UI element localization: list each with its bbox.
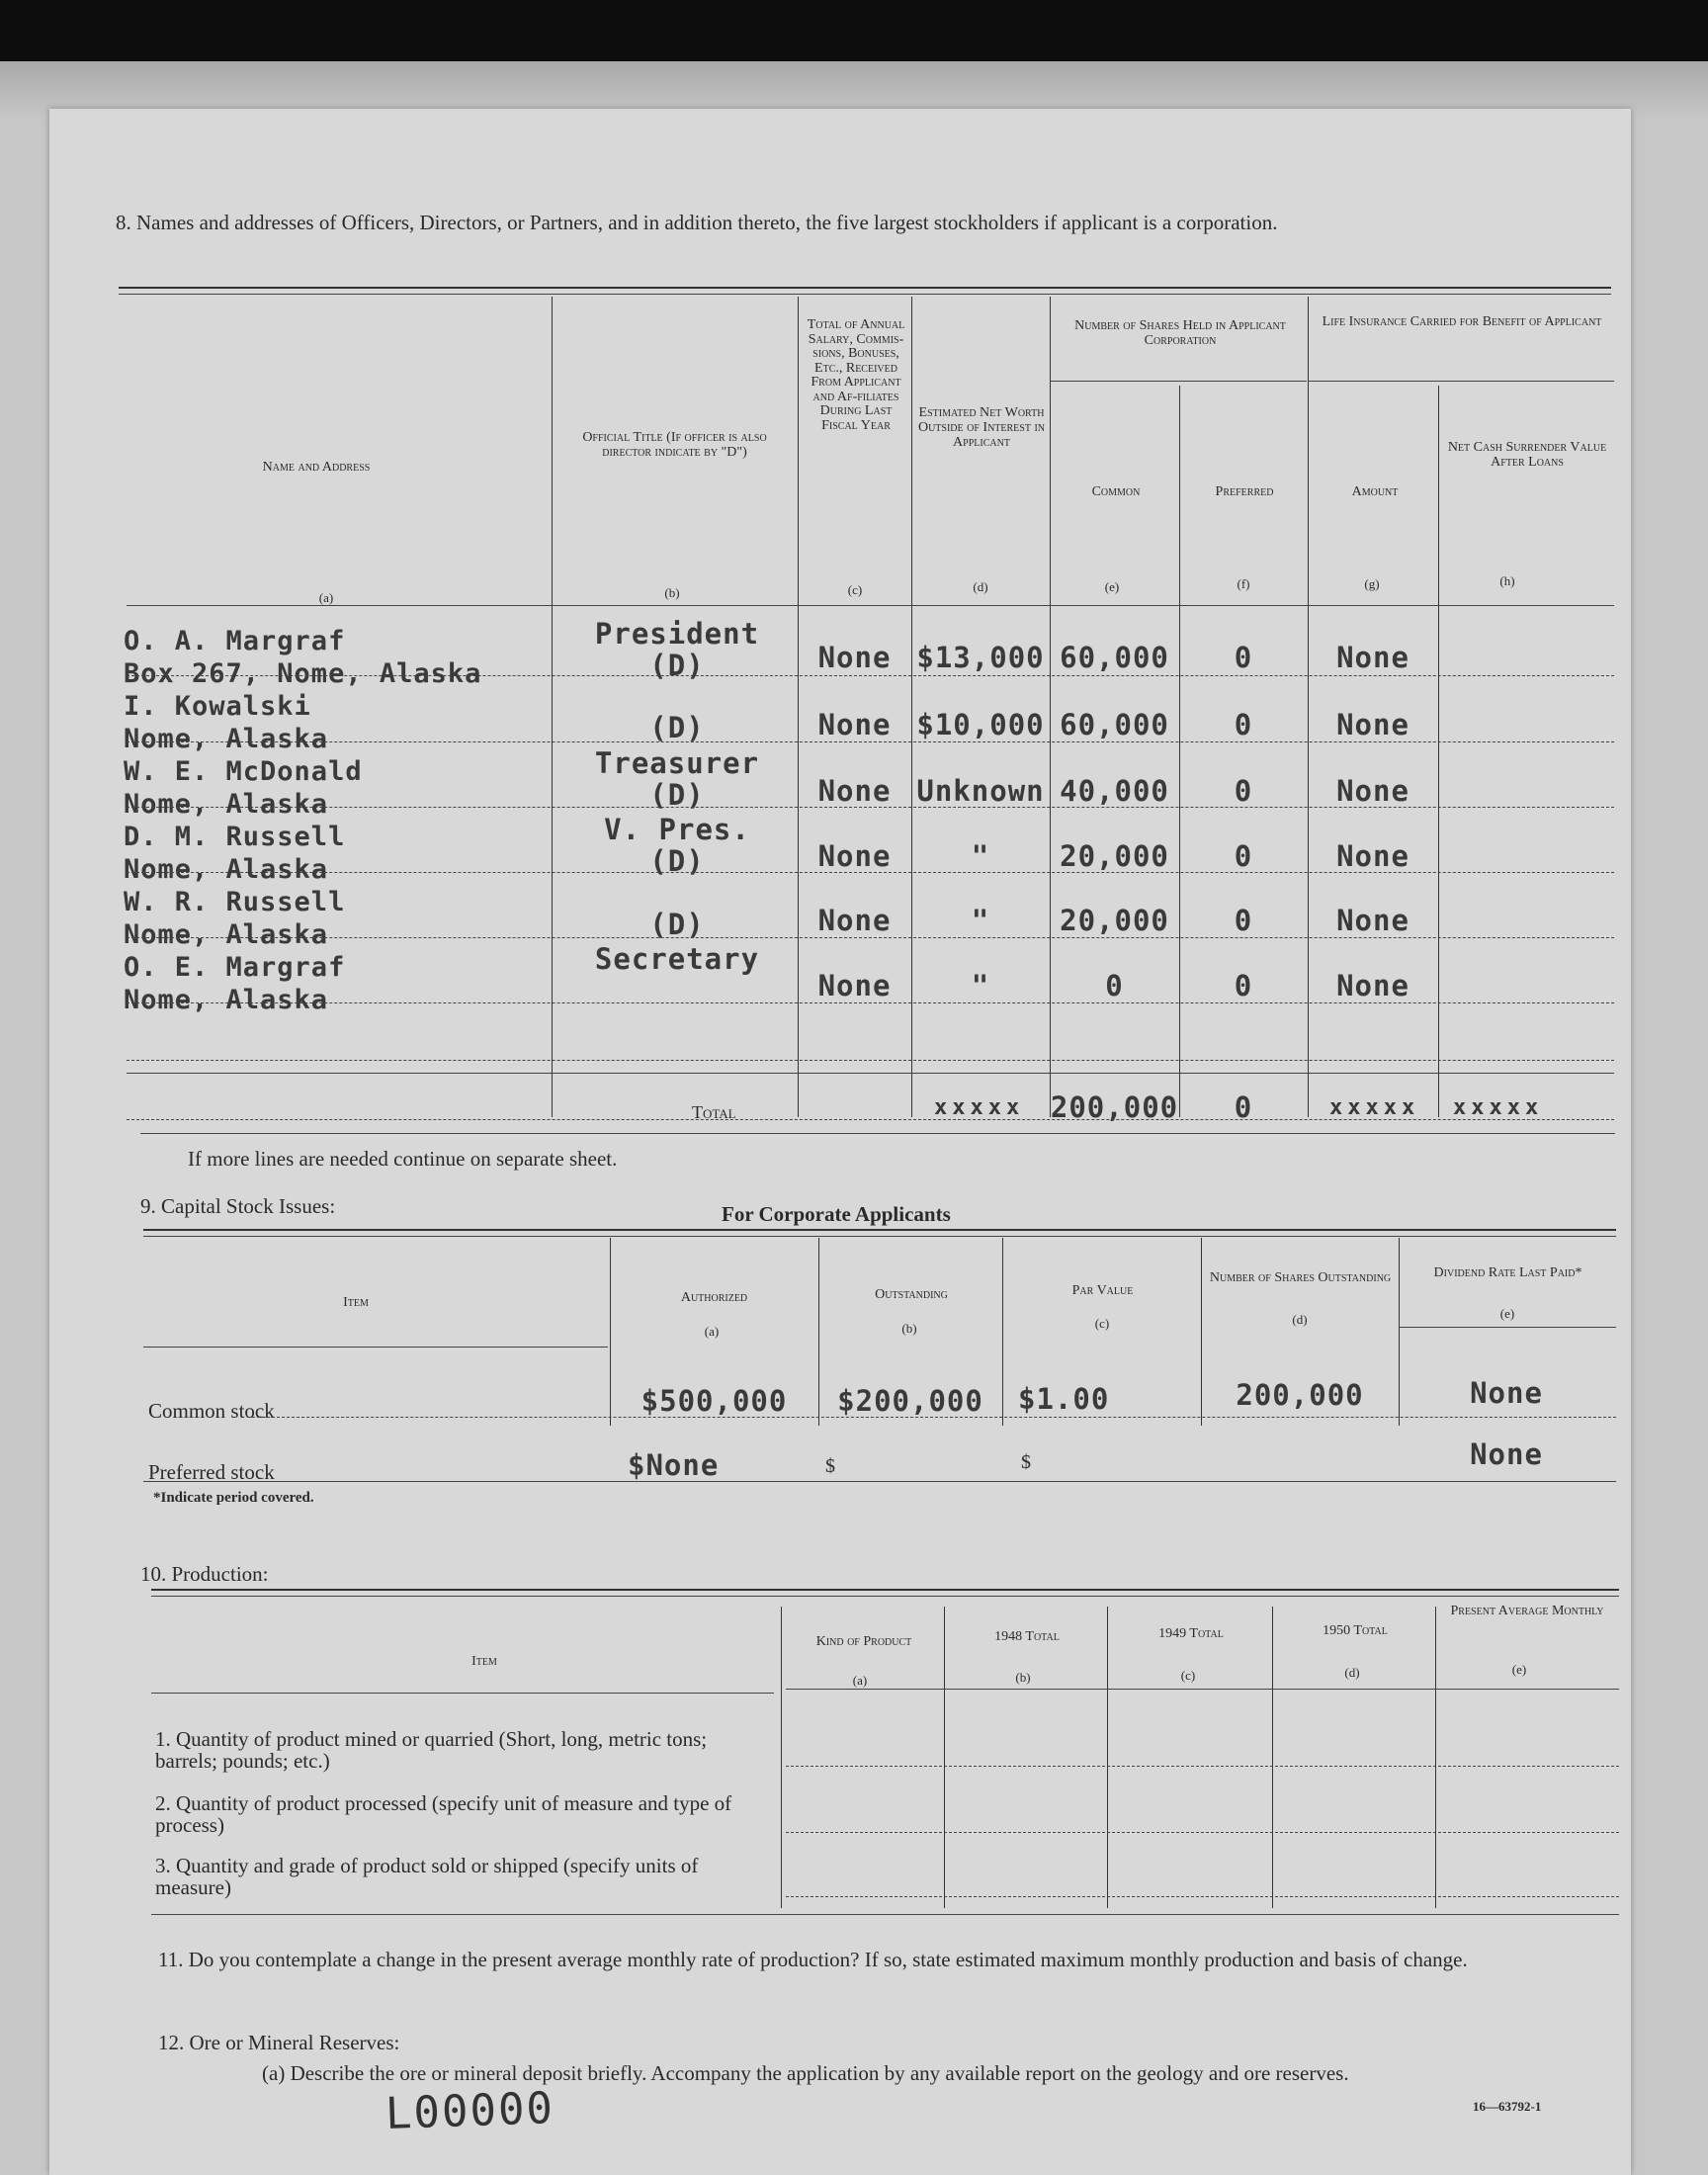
officer-names-block: O. A. Margraf Box 267, Nome, Alaska I. Kowalski Nome, Alaska W. E. McDonald Nome, Alaska D. M. Russell Nome, Alaska W. R. Russell Nome, Alaska O. E. Margraf Nome, Alaska [124,626,482,1015]
production-row-1: 1. Quantity of product mined or quarried (Short, long, metric tons; barrels; pounds; etc.) [155,1727,708,1773]
table-row: None $10,000 60,000 0 None [817,708,1409,741]
table-row: None " 20,000 0 None [817,904,1409,937]
col-official-title: Official Title (If officer is also director indicate by "D") [582,430,767,460]
section-10-heading: 10. Production: [140,1562,269,1586]
corporate-applicants-label: For Corporate Applicants [722,1202,951,1226]
section-12a-text: (a) Describe the ore or mineral deposit briefly. Accompany the application by any available report on the geology and ore reserves. [262,2061,1349,2085]
section-12-heading: 12. Ore or Mineral Reserves: [158,2031,400,2054]
form-page: 8. Names and addresses of Officers, Directors, or Partners, and in addition thereto, the five largest stockholders if applicant is a corporation. Name and Address Official Title (If officer is also director indicate by "D") Total of Annual Salary, Commis-sions, Bonuses, Etc., Received From Applicant and Af-filiates During Last Fiscal Year Estimated Net Worth Outside of Interest in Applicant Number of Shares Held in Applicant Corporation Common Preferred Life Insurance Carried for Benefit of Applicant Amount Net Cash Surrender Value After Loans (a) (b) (c) (d) (e) (f) (g) (h) O. A. Margraf Box 267, Nome, Alaska I. Kowalski Nome, Alaska W. E. McDonald Nome, Alaska D. M. Russell Nome, Alaska W. R. Russell Nome, Alaska O. E. Margraf Nome, Alaska President (D) (D) Treasurer (D) V. Pres. (D) (D) Secretary None $13,000 60,000 0 None None $10,000 60,000 0 None None Unknown 40,000 0 None None " 20,000 0 None None " 20,000 0 None None " 0 0 None Total xxxxx 200,000 0 xxxxx xxxxx If more lines are needed continue on separate sheet. 9. Capital Stock Issues: For Corporate Applicants Item Authorized Outstanding Par Value Number of Shares Outstanding Dividend Rate Last Paid* (a) (b) (c) (d) (e) Common stock $500,000 $200,000 $1.00 200,000 None Preferred stock $None $ $ None *Indicate period covered. 10. Production: Item Kind of Product 1948 Total 1949 Total 1950 Total Present Average Monthly (a) (b) (c) (d) (e) 1. Quantity of product mined or quarried (Short, long, metric tons; barrels; pounds; etc.) 2. Quantity of product processed (specify unit of measure and type of process) 3. Quantity and grade of product sold or shipped (specify units of measure) 11. Do you contemplate a change in the present average monthly rate of production? If so, state estimated maximum monthly production and basis of change. 12. Ore or Mineral Reserves: (a) Describe the ore or mineral deposit briefly. Accompany the application by any available report on the geology and ore reserves. L00000 16—63792-1 [49,109,1631,2175]
table-row: None " 20,000 0 None [817,839,1409,873]
total-common-shares: 200,000 [1050,1090,1179,1124]
table-row: None Unknown 40,000 0 None [817,774,1409,808]
preferred-stock-label: Preferred stock [148,1460,275,1484]
officer-rows [798,641,1618,1034]
stamped-number: L00000 [384,2083,555,2139]
section-9-heading: 9. Capital Stock Issues: [140,1194,336,1218]
table-row: None " 0 0 None [817,969,1409,1002]
production-row-3: 3. Quantity and grade of product sold or shipped (specify units of measure) [155,1854,699,1899]
scanner-top-bar [0,0,1708,61]
continue-note: If more lines are needed continue on separate sheet. [188,1147,618,1171]
period-footnote: *Indicate period covered. [153,1490,314,1506]
officer-name: W. E. McDonald [124,756,363,787]
section-11-question: 11. Do you contemplate a change in the present average monthly rate of production? If so, state estimated maximum monthly production and basis of change. [158,1948,1468,1971]
col-item: Item [343,1295,369,1310]
officer-name: O. E. Margraf [124,952,346,983]
col-salary: Total of Annual Salary, Commis-sions, Bonuses, Etc., Received From Applicant and Af-filiates During Last Fiscal Year [807,317,905,433]
officer-name: D. M. Russell [124,822,346,852]
col-life-insurance: Life Insurance Carried for Benefit of Applicant [1322,314,1602,329]
total-label: Total [692,1102,736,1122]
officer-name: O. A. Margraf [124,626,346,656]
production-row-2: 2. Quantity of product processed (specify unit of measure and type of process) [155,1791,732,1837]
officer-name: I. Kowalski [124,691,311,722]
common-stock-label: Common stock [148,1399,275,1423]
col-name-address: Name and Address [262,460,371,475]
officer-name: W. R. Russell [124,887,346,917]
form-number: 16—63792-1 [1473,2099,1542,2114]
col-shares-held: Number of Shares Held in Applicant Corporation [1074,318,1286,348]
col-net-worth: Estimated Net Worth Outside of Interest in Applicant [917,405,1046,450]
section-8-heading: 8. Names and addresses of Officers, Directors, or Partners, and in addition thereto, the five largest stockholders if applicant is a corporation. [116,211,1278,234]
table-row: None $13,000 60,000 0 None [817,641,1409,674]
